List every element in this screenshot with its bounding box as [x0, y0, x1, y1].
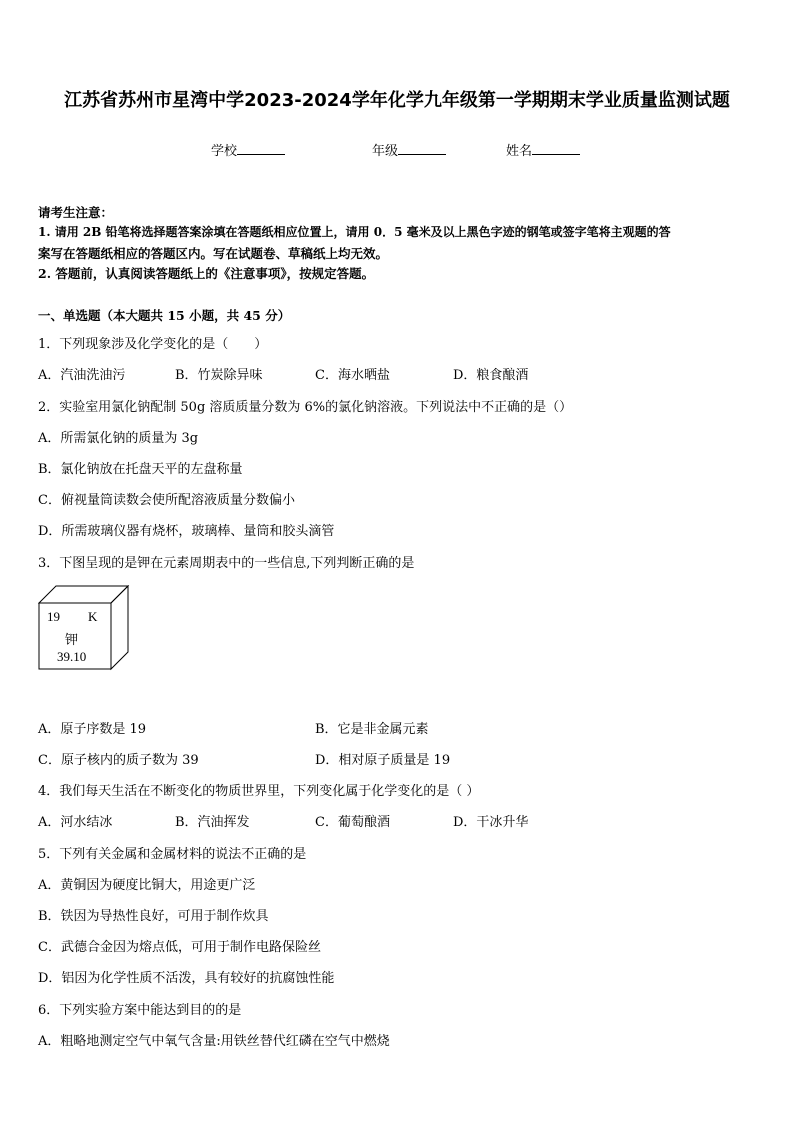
q4-option-c[interactable]: C．葡萄酿酒	[315, 815, 390, 830]
q1-option-b[interactable]: B．竹炭除异味	[175, 368, 263, 383]
q1-option-a[interactable]: A．汽油洗油污	[38, 368, 126, 383]
q2-option-c[interactable]: C．俯视量筒读数会使所配溶液质量分数偏小	[38, 493, 295, 508]
q2-option-a[interactable]: A．所需氯化钠的质量为 3g	[38, 431, 199, 446]
notice-heading: 请考生注意：	[38, 205, 114, 220]
q3-option-d[interactable]: D．相对原子质量是 19	[315, 753, 451, 768]
q3-option-c[interactable]: C．原子核内的质子数为 39	[38, 753, 199, 768]
q4-option-d[interactable]: D．干冰升华	[453, 815, 529, 830]
name-field	[506, 140, 580, 159]
q6-stem: 6．下列实验方案中能达到目的的是	[38, 1003, 242, 1018]
element-name: 钾	[65, 632, 79, 647]
grade-field	[372, 140, 446, 159]
q3-stem: 3．下图呈现的是钾在元素周期表中的一些信息,下列判断正确的是	[38, 556, 415, 571]
q5-option-c[interactable]: C．武德合金因为熔点低，可用于制作电路保险丝	[38, 940, 321, 955]
q2-option-b[interactable]: B．氯化钠放在托盘天平的左盘称量	[38, 462, 243, 477]
school-label: 学校	[211, 144, 238, 159]
grade-blank[interactable]	[398, 142, 446, 155]
q2-stem: 2．实验室用氯化钠配制 50g 溶质质量分数为 6%的氯化钠溶液。下列说法中不正确的是（）	[38, 400, 573, 415]
q4-stem: 4．我们每天生活在不断变化的物质世界里，下列变化属于化学变化的是（ ）	[38, 784, 480, 799]
exam-title: 江苏省苏州市星湾中学2023-2024学年化学九年级第一学期期末学业质量监测试题	[64, 90, 730, 111]
q1-option-d[interactable]: D．粮食酿酒	[453, 368, 529, 383]
school-field	[211, 140, 285, 159]
q4-option-a[interactable]: A．河水结冰	[38, 815, 113, 830]
q5-option-b[interactable]: B．铁因为导热性良好，可用于制作炊具	[38, 909, 269, 924]
name-label: 姓名	[506, 144, 533, 159]
name-blank[interactable]	[532, 142, 580, 155]
school-blank[interactable]	[237, 142, 285, 155]
atomic-mass: 39.10	[57, 649, 87, 664]
q5-option-a[interactable]: A．黄铜因为硬度比铜大，用途更广泛	[38, 878, 256, 893]
atomic-number: 19	[47, 609, 60, 624]
q2-option-d[interactable]: D．所需玻璃仪器有烧杯，玻璃棒、量筒和胶头滴管	[38, 524, 335, 539]
q5-stem: 5．下列有关金属和金属材料的说法不正确的是	[38, 847, 307, 862]
notice-line-1a: 1. 请用 2B 铅笔将选择题答案涂填在答题纸相应位置上，请用 0．5 毫米及以上黑色字迹的钢笔或签字笔将主观题的答	[38, 225, 671, 239]
notice-line-1b: 案写在答题纸相应的答题区内。写在试题卷、草稿纸上均无效。	[38, 246, 389, 261]
q1-option-c[interactable]: C．海水晒盐	[315, 368, 390, 383]
q4-option-b[interactable]: B．汽油挥发	[175, 815, 250, 830]
q1-stem: 1．下列现象涉及化学变化的是（ ）	[38, 337, 268, 352]
q3-option-a[interactable]: A．原子序数是 19	[38, 722, 147, 737]
q3-option-b[interactable]: B．它是非金属元素	[315, 722, 429, 737]
element-symbol: K	[88, 609, 98, 624]
grade-label: 年级	[372, 144, 399, 159]
q6-option-a[interactable]: A．粗略地测定空气中氧气含量:用铁丝替代红磷在空气中燃烧	[38, 1034, 390, 1049]
notice-line-2: 2. 答题前，认真阅读答题纸上的《注意事项》，按规定答题。	[38, 266, 375, 281]
section-heading: 一、单选题（本大题共 15 小题，共 45 分）	[38, 308, 291, 323]
potassium-element-cell	[38, 585, 130, 671]
q5-option-d[interactable]: D．铝因为化学性质不活泼，具有较好的抗腐蚀性能	[38, 971, 335, 986]
